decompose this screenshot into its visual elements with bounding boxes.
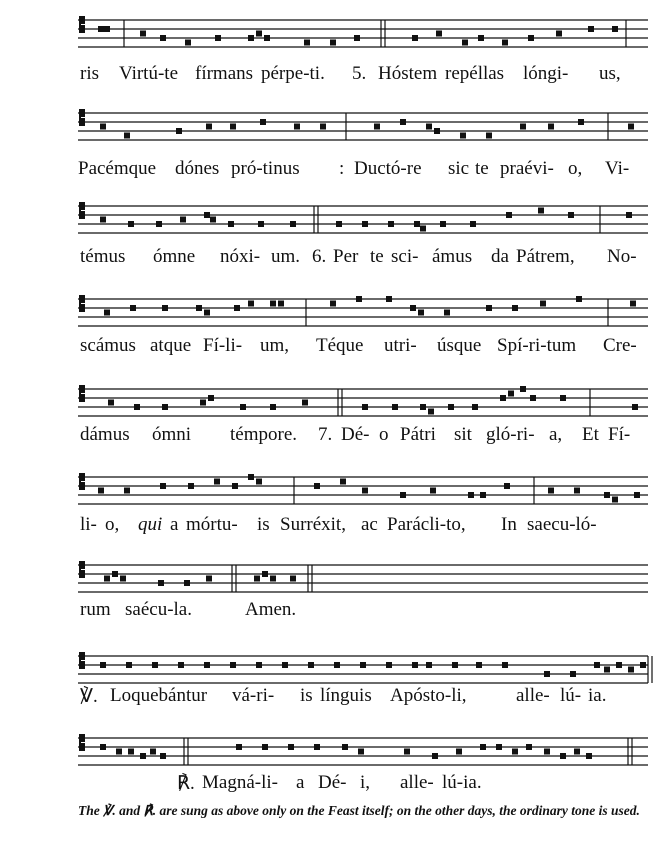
neume-note [508,391,514,397]
staff-1 [0,0,664,56]
neume-note [204,212,210,218]
syllable: scámus [80,335,136,356]
neume-note [360,662,366,668]
syllable: témus [80,246,126,267]
neume-note [578,119,584,125]
syllable: qui [138,514,163,535]
neume-note [104,310,110,316]
staff-7 [0,545,664,601]
neume-note [302,400,308,406]
neume-note [330,301,336,307]
neume-note [208,395,214,401]
syllable: praévi- [500,158,554,179]
neume-note [162,305,168,311]
syllable: repéllas [445,63,505,84]
neume-note [188,483,194,489]
syllable: ac [361,514,378,535]
neume-note [506,212,512,218]
neume-note [160,483,166,489]
neume-note [282,662,288,668]
syllable: dámus [80,424,130,445]
syllable: sic [448,158,470,179]
syllable: Magná-li- [202,772,278,793]
syllable: saecu-ló- [527,514,597,535]
neume-note [568,212,574,218]
syllable: o, [568,158,583,179]
neume-note [472,404,478,410]
versicle-sign: ℣. [80,686,98,707]
neume-note [256,479,262,485]
syllable: sci- [391,246,419,267]
neume-note [560,395,566,401]
syllable: Per [333,246,359,267]
neume-note [234,305,240,311]
syllable: o [379,424,389,445]
neume-note [538,208,544,214]
neume-note [342,744,348,750]
syllable: Pátri [400,424,436,445]
staff-2 [0,93,664,149]
neume-note [556,31,562,37]
syllable: lóngi- [523,63,569,84]
c-clef-icon [79,734,85,751]
syllable: rum [80,599,111,620]
neume-note [612,497,618,503]
neume-note [574,488,580,494]
staff-4 [0,279,664,335]
neume-note [314,744,320,750]
syllable: a [296,772,305,793]
neume-note [500,395,506,401]
syllable: Pátrem, [516,246,575,267]
syllable: alle- [400,772,434,793]
neume-note [124,488,130,494]
neume-note [240,404,246,410]
syllable: Ductó-re [354,158,422,179]
staff-8 [0,636,664,692]
neume-note [544,749,550,755]
neume-note [176,128,182,134]
neume-note [100,217,106,223]
neume-note [628,667,634,673]
neume-note [160,35,166,41]
neume-note [460,133,466,139]
neume-note [248,301,254,307]
neume-note [392,404,398,410]
syllable: da [491,246,509,267]
neume-note [630,301,636,307]
neume-note [128,221,134,227]
syllable: Téque [316,335,364,356]
neume-note [196,305,202,311]
neume-note [420,226,426,232]
neume-note [210,217,216,223]
neume-note [152,662,158,668]
neume-note [288,744,294,750]
neume-note [180,217,186,223]
neume-note [628,124,634,130]
neume-note [206,124,212,130]
neume-note [290,221,296,227]
syllable: pérpe-ti. [261,63,325,84]
neume-note [160,753,166,759]
syllable: a [170,514,179,535]
neume-note [386,296,392,302]
neume-note [586,753,592,759]
neume-note [386,662,392,668]
neume-note [304,40,310,46]
verse-number: 5. [352,63,367,84]
neume-note [214,479,220,485]
neume-note [634,492,640,498]
neume-note [232,483,238,489]
neume-note [502,40,508,46]
neume-note [374,124,380,130]
syllable: Virtú-te [119,63,179,84]
neume-note [414,221,420,227]
neume-note [530,395,536,401]
neume-note [140,753,146,759]
neume-note [468,492,474,498]
neume-note [520,124,526,130]
neume-note [215,35,221,41]
neume-note [340,479,346,485]
neume-note [574,749,580,755]
staff-3 [0,186,664,242]
neume-note [236,744,242,750]
neume-note [594,662,600,668]
neume-note [258,221,264,227]
neume-note [108,400,114,406]
neume-note [400,119,406,125]
neume-note [430,488,436,494]
neume-note [616,662,622,668]
neume-note [104,26,110,32]
neume-note [496,744,502,750]
neume-note [418,310,424,316]
neume-note [270,301,276,307]
neume-note [330,40,336,46]
syllable: te [370,246,384,267]
neume-note [440,221,446,227]
syllable: vá-ri- [232,685,275,706]
response-sign: ℟. [177,773,195,794]
neume-note [320,124,326,130]
syllable: Dé- [318,772,347,793]
neume-note [290,576,296,582]
neume-note [124,133,130,139]
neume-note [206,576,212,582]
neume-note [462,40,468,46]
neume-note [270,576,276,582]
neume-note [388,221,394,227]
neume-note [456,749,462,755]
syllable: Vi- [605,158,630,179]
syllable: Fí- [608,424,631,445]
neume-note [512,749,518,755]
neume-note [230,662,236,668]
syllable: sit [454,424,472,445]
syllable: témpore. [230,424,298,445]
syllable: um. [271,246,301,267]
syllable: Et [582,424,599,445]
neume-note [116,749,122,755]
neume-note [588,26,594,32]
neume-note [476,662,482,668]
neume-note [158,580,164,586]
neume-note [362,488,368,494]
neume-note [270,404,276,410]
syllable: ris [80,63,99,84]
neume-note [230,124,236,130]
syllable: No- [607,246,637,267]
neume-note [278,301,284,307]
neume-note [294,124,300,130]
neume-note [156,221,162,227]
neume-note [426,662,432,668]
syllable: li- [80,514,97,535]
staff-5 [0,369,664,425]
neume-note [570,671,576,677]
neume-note [432,753,438,759]
neume-note [412,35,418,41]
syllable: úsque [437,335,482,356]
neume-note [526,744,532,750]
neume-note [504,483,510,489]
syllable: Dé- [341,424,370,445]
syllable: fírmans [195,63,254,84]
syllable: is [257,514,270,535]
syllable: pró-tinus [231,158,300,179]
neume-note [134,404,140,410]
syllable: Pacémque [78,158,157,179]
neume-note [486,305,492,311]
neume-note [502,662,508,668]
neume-note [560,753,566,759]
neume-note [130,305,136,311]
syllable: : [339,158,345,179]
neume-note [200,400,206,406]
neume-note [528,35,534,41]
neume-note [548,124,554,130]
syllable: Surréxit, [280,514,346,535]
syllable: saécu-la. [125,599,192,620]
syllable: lú-ia. [442,772,482,793]
syllable: a, [549,424,563,445]
neume-note [162,404,168,410]
syllable: ómni [152,424,192,445]
syllable: lú- [560,685,582,706]
syllable: In [501,514,517,535]
neume-note [362,221,368,227]
neume-note [512,305,518,311]
neume-note [100,124,106,130]
neume-note [420,404,426,410]
neume-note [436,31,442,37]
syllable: mórtu- [186,514,238,535]
neume-note [632,404,638,410]
neume-note [604,667,610,673]
neume-note [480,744,486,750]
neume-note [98,488,104,494]
syllable: atque [150,335,192,356]
neume-note [452,662,458,668]
neume-note [256,662,262,668]
verse-number: 6. [312,246,327,267]
syllable: Hóstem [378,63,438,84]
neume-note [248,35,254,41]
syllable: Parácli-to, [387,514,466,535]
syllable: Apósto-li, [390,685,467,706]
staff-9 [0,718,664,774]
syllable: Spí-ri-tum [497,335,577,356]
neume-note [412,662,418,668]
c-clef-icon [79,16,85,33]
neume-note [228,221,234,227]
neume-note [112,571,118,577]
neume-note [336,221,342,227]
neume-note [604,492,610,498]
neume-note [404,749,410,755]
neume-note [264,35,270,41]
verse-number: 7. [318,424,333,445]
neume-note [612,26,618,32]
footnote: The ℣. and ℟. are sung as above only on the Feast itself; on the other days, the ordinary tone is used. [78,803,640,818]
syllable: is [300,685,313,706]
neume-note [520,386,526,392]
c-clef-icon [79,561,85,578]
neume-note [262,571,268,577]
neume-note [185,40,191,46]
syllable: línguis [320,685,372,706]
syllable: Cre- [603,335,637,356]
neume-note [98,26,104,32]
c-clef-icon [79,202,85,219]
syllable: gló-ri- [486,424,535,445]
neume-note [400,492,406,498]
syllable: Loquebántur [110,685,208,706]
neume-note [434,128,440,134]
c-clef-icon [79,652,85,669]
neume-note [576,296,582,302]
syllable: Amen. [245,599,297,620]
syllable: ámus [432,246,473,267]
neume-note [126,662,132,668]
neume-note [470,221,476,227]
c-clef-icon [79,295,85,312]
neume-note [254,576,260,582]
neume-note [544,671,550,677]
neume-note [178,662,184,668]
neume-note [480,492,486,498]
neume-note [256,31,262,37]
syllable: us, [599,63,621,84]
syllable: alle- [516,685,550,706]
c-clef-icon [79,109,85,126]
neume-note [356,296,362,302]
neume-note [308,662,314,668]
neume-note [626,212,632,218]
neume-note [248,474,254,480]
neume-note [262,744,268,750]
neume-note [354,35,360,41]
syllable: utri- [384,335,417,356]
neume-note [426,124,432,130]
neume-note [128,749,134,755]
neume-note [486,133,492,139]
neume-note [184,580,190,586]
neume-note [260,119,266,125]
neume-note [140,31,146,37]
syllable: nóxi- [220,246,261,267]
neume-note [334,662,340,668]
neume-note [410,305,416,311]
neume-note [104,576,110,582]
neume-note [150,749,156,755]
neume-note [204,310,210,316]
neume-note [548,488,554,494]
c-clef-icon [79,385,85,402]
neume-note [448,404,454,410]
syllable: ia. [588,685,607,706]
syllable: dónes [175,158,220,179]
syllable: Fí-li- [203,335,243,356]
neume-note [100,744,106,750]
neume-note [120,576,126,582]
neume-note [478,35,484,41]
neume-note [444,310,450,316]
syllable: ómne [153,246,196,267]
syllable: o, [105,514,120,535]
syllable: te [475,158,489,179]
neume-note [100,662,106,668]
neume-note [314,483,320,489]
neume-note [640,662,646,668]
neume-note [540,301,546,307]
staff-6 [0,457,664,513]
syllable: i, [360,772,371,793]
neume-note [428,409,434,415]
syllable: um, [260,335,290,356]
neume-note [358,749,364,755]
neume-note [362,404,368,410]
neume-note [204,662,210,668]
c-clef-icon [79,473,85,490]
